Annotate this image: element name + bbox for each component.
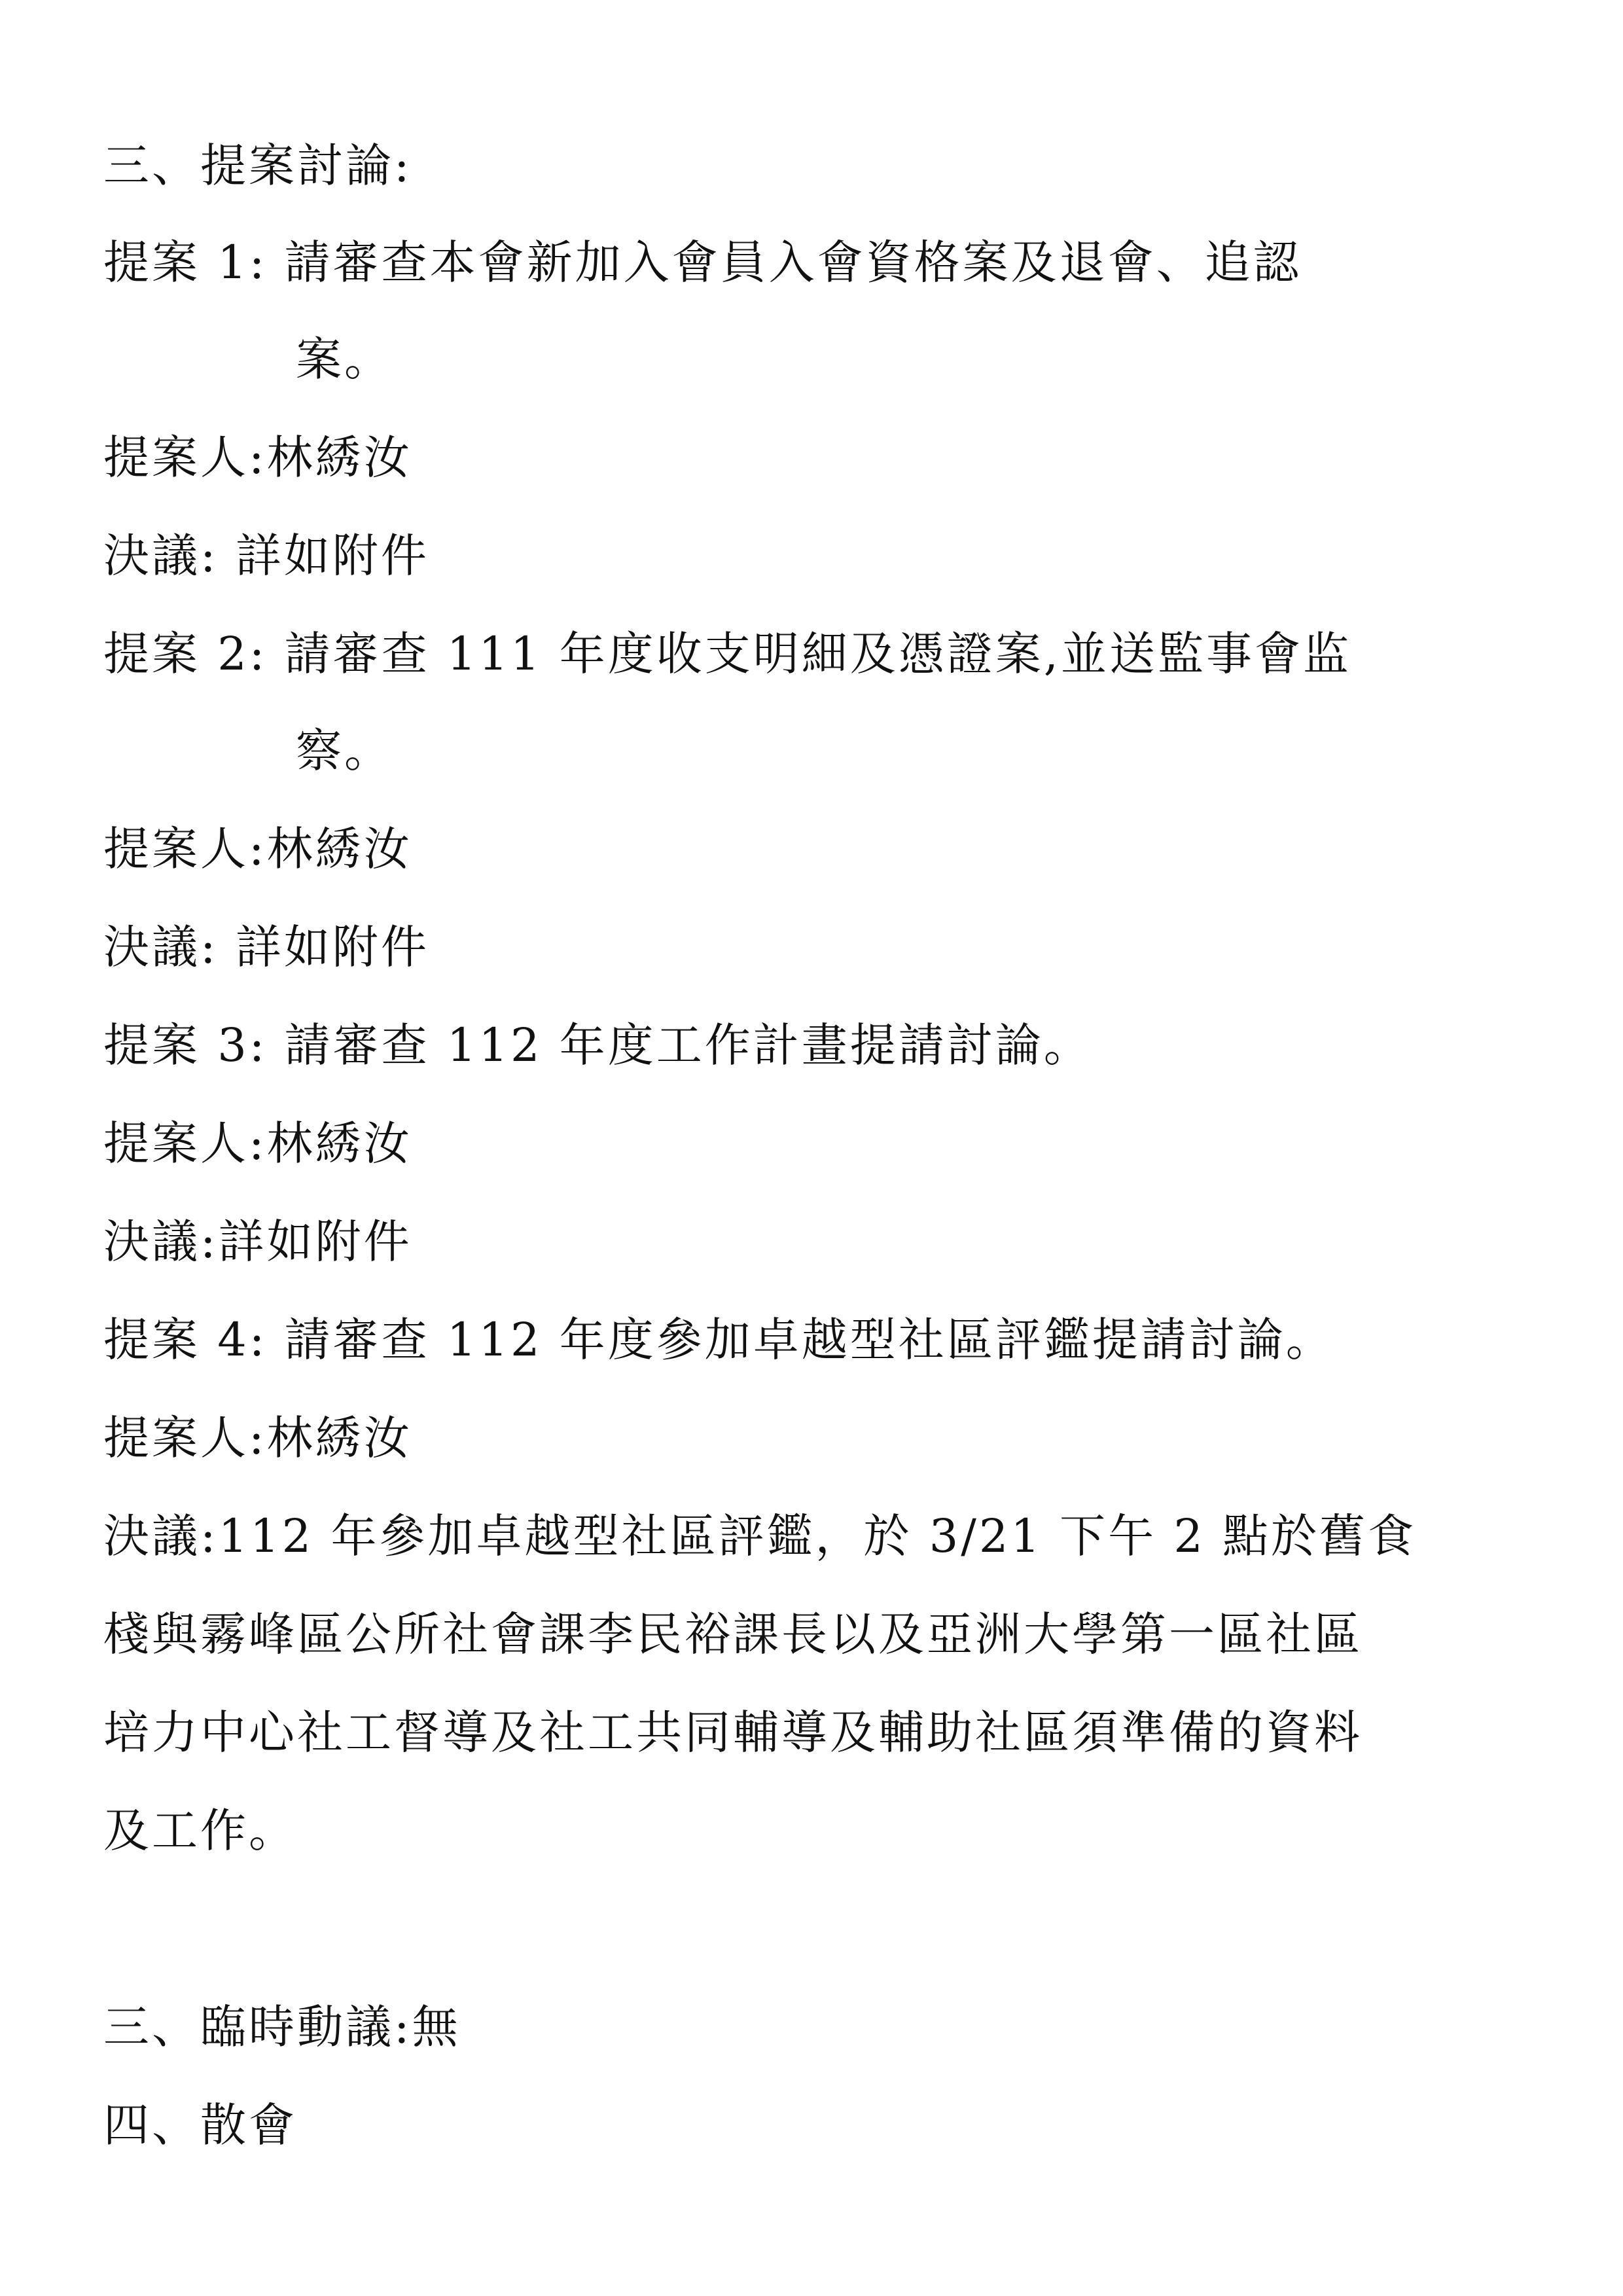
proposal-1-proposer: 提案人:林綉汝 xyxy=(103,431,412,484)
proposal-4-title: 提案 4: 請審查 112 年度參加卓越型社區評鑑提請討論。 xyxy=(103,1313,1334,1367)
proposal-4-resolution-line-4: 及工作。 xyxy=(103,1804,297,1857)
proposal-2-proposer: 提案人:林綉汝 xyxy=(103,822,412,876)
proposal-1-title-continued: 案。 xyxy=(296,332,393,386)
proposal-2-title-continued: 察。 xyxy=(296,724,393,778)
proposal-3-resolution: 決議:詳如附件 xyxy=(103,1215,412,1268)
proposal-4-proposer: 提案人:林綉汝 xyxy=(103,1411,412,1465)
proposal-3-proposer: 提案人:林綉汝 xyxy=(103,1117,412,1170)
section-heading-adjourn: 四、散會 xyxy=(103,2098,297,2152)
proposal-2-title: 提案 2: 請審查 111 年度收支明細及憑證案,並送監事會监 xyxy=(103,627,1351,681)
section-heading-extempore: 三、臨時動議:無 xyxy=(103,2000,461,2054)
proposal-1-resolution: 決議: 詳如附件 xyxy=(103,529,429,583)
proposal-1-title: 提案 1: 請審查本會新加入會員入會資格案及退會、追認 xyxy=(103,236,1302,289)
proposal-4-resolution-line-3: 培力中心社工督導及社工共同輔導及輔助社區須準備的資料 xyxy=(103,1706,1363,1759)
proposal-3-title: 提案 3: 請審查 112 年度工作計畫提請討論。 xyxy=(103,1018,1092,1072)
proposal-4-resolution-line-2: 棧與霧峰區公所社會課李民裕課長以及亞洲大學第一區社區 xyxy=(103,1607,1363,1661)
proposal-4-resolution-line-1: 決議:112 年參加卓越型社區評鑑，於 3/21 下午 2 點於舊食 xyxy=(103,1509,1417,1563)
proposal-2-resolution: 決議: 詳如附件 xyxy=(103,920,429,974)
section-heading-discussion: 三、提案討論: xyxy=(103,139,412,192)
